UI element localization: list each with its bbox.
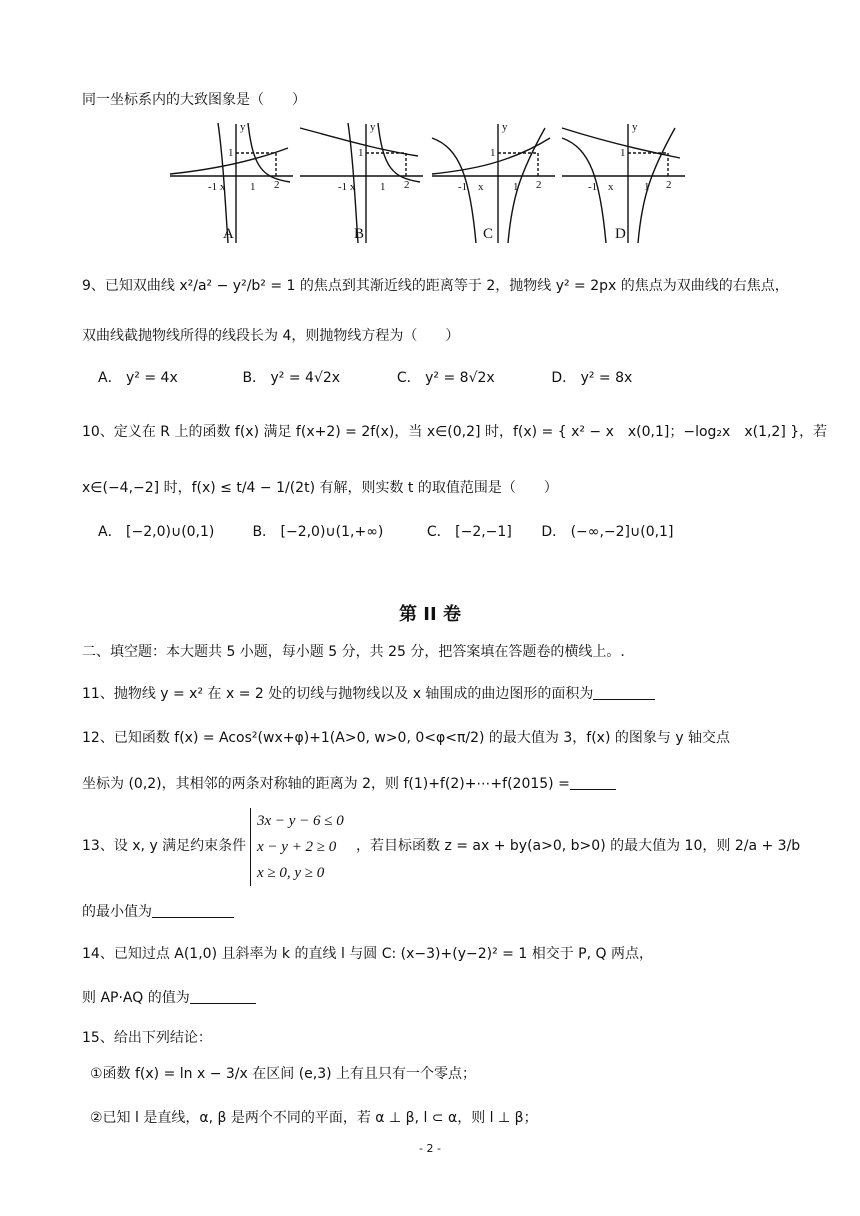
svg-text:1: 1 — [644, 181, 650, 193]
graph-label-b: B — [354, 226, 365, 242]
question-15-line1: 15、给出下列结论： — [82, 1030, 212, 1046]
svg-text:1: 1 — [380, 181, 386, 193]
graph-label-c: C — [483, 226, 494, 242]
option-a: A． y² = 4x — [98, 370, 178, 386]
option-c: C． [−2,−1] — [426, 524, 512, 540]
question-8-tail: 同一坐标系内的大致图象是（ ） — [82, 92, 306, 108]
svg-text:1: 1 — [620, 147, 626, 159]
question-12-line2: 坐标为 (0,2)，其相邻的两条对称轴的距离为 2，则 f(1)+f(2)+⋯+f(2015) = — [82, 774, 616, 794]
question-14-line2: 则 AP·AQ 的值为 — [82, 988, 256, 1008]
svg-text:2: 2 — [274, 179, 280, 191]
svg-text:y: y — [240, 121, 246, 133]
svg-text:x: x — [478, 181, 484, 193]
question-13-line2: 的最小值为 — [82, 902, 234, 922]
svg-text:-1: -1 — [588, 181, 598, 193]
svg-text:y: y — [370, 121, 376, 133]
answer-blank — [570, 775, 616, 790]
option-d: D． y² = 8x — [551, 370, 633, 386]
option-b: B． [−2,0)∪(1,+∞) — [252, 524, 384, 540]
svg-text:2: 2 — [536, 179, 542, 191]
answer-blank — [190, 989, 256, 1004]
section-title: 第 II 卷 — [399, 604, 461, 625]
graph-label-a: A — [223, 226, 234, 242]
question-13-mid: ，若目标函数 z = ax + by(a>0, b>0) 的最大值为 10，则 2/a + 3/b — [356, 838, 801, 854]
option-c: C． y² = 8√2x — [396, 370, 495, 386]
question-14-line1: 14、已知过点 A(1,0) 且斜率为 k 的直线 l 与圆 C: (x−3)+(y−2)² = 1 相交于 P, Q 两点， — [82, 946, 653, 962]
svg-text:y: y — [502, 121, 508, 133]
svg-text:2: 2 — [404, 179, 410, 191]
option-d: D． (−∞,−2]∪(0,1] — [541, 524, 674, 540]
function-graphs-figure — [168, 118, 688, 248]
svg-text:1: 1 — [513, 181, 519, 193]
question-9-options — [98, 368, 632, 388]
answer-blank — [593, 685, 655, 700]
question-10-line1: 10、定义在 R 上的函数 f(x) 满足 f(x+2) = 2f(x)，当 x∈(0,2] 时，f(x) = { x² − x x(0,1]；−log₂x x(1,2] }，若 — [82, 424, 828, 440]
svg-text:1: 1 — [228, 147, 234, 159]
section-description: 二、填空题：本大题共 5 小题，每小题 5 分，共 25 分，把答案填在答题卷的横线上。. — [82, 644, 625, 660]
svg-text:-1 x: -1 x — [208, 181, 226, 193]
question-13-lead: 13、设 x, y 满足约束条件 — [82, 838, 247, 854]
question-15-item1: ①函数 f(x) = ln x − 3/x 在区间 (e,3) 上有且只有一个零点； — [90, 1066, 477, 1082]
question-11: 11、抛物线 y = x² 在 x = 2 处的切线与抛物线以及 x 轴围成的曲边图形的面积为 — [82, 684, 655, 704]
question-12-line1: 12、已知函数 f(x) = Acos²(wx+φ)+1(A>0, w>0, 0<φ<π/2) 的最大值为 3，f(x) 的图象与 y 轴交点 — [82, 730, 731, 746]
svg-text:2: 2 — [666, 179, 672, 191]
question-15-item2: ②已知 l 是直线，α, β 是两个不同的平面，若 α ⊥ β, l ⊂ α，则 l ⊥ β； — [90, 1110, 538, 1126]
question-10-line2: x∈(−4,−2] 时，f(x) ≤ t/4 − 1/(2t) 有解，则实数 t 的取值范围是（ ） — [82, 480, 558, 496]
constraint-system: 3x − y − 6 ≤ 0 x − y + 2 ≥ 0 x ≥ 0, y ≥ 0 — [250, 808, 344, 886]
question-10-options — [98, 522, 673, 542]
svg-text:-1 x: -1 x — [338, 181, 356, 193]
svg-text:1: 1 — [358, 147, 364, 159]
svg-text:x: x — [608, 181, 614, 193]
graph-label-d: D — [615, 226, 626, 242]
answer-blank — [152, 903, 234, 918]
question-9-line2: 双曲线截抛物线所得的线段长为 4，则抛物线方程为（ ） — [82, 328, 460, 344]
svg-text:1: 1 — [490, 147, 496, 159]
option-b: B． y² = 4√2x — [242, 370, 341, 386]
option-a: A． [−2,0)∪(0,1) — [98, 524, 215, 540]
svg-text:-1: -1 — [458, 181, 468, 193]
page-number: - 2 - — [419, 1142, 441, 1155]
svg-text:y: y — [632, 121, 638, 133]
svg-text:1: 1 — [250, 181, 256, 193]
question-9-line1: 9、已知双曲线 x²/a² − y²/b² = 1 的焦点到其渐近线的距离等于 2，抛物线 y² = 2px 的焦点为双曲线的右焦点， — [82, 278, 789, 294]
